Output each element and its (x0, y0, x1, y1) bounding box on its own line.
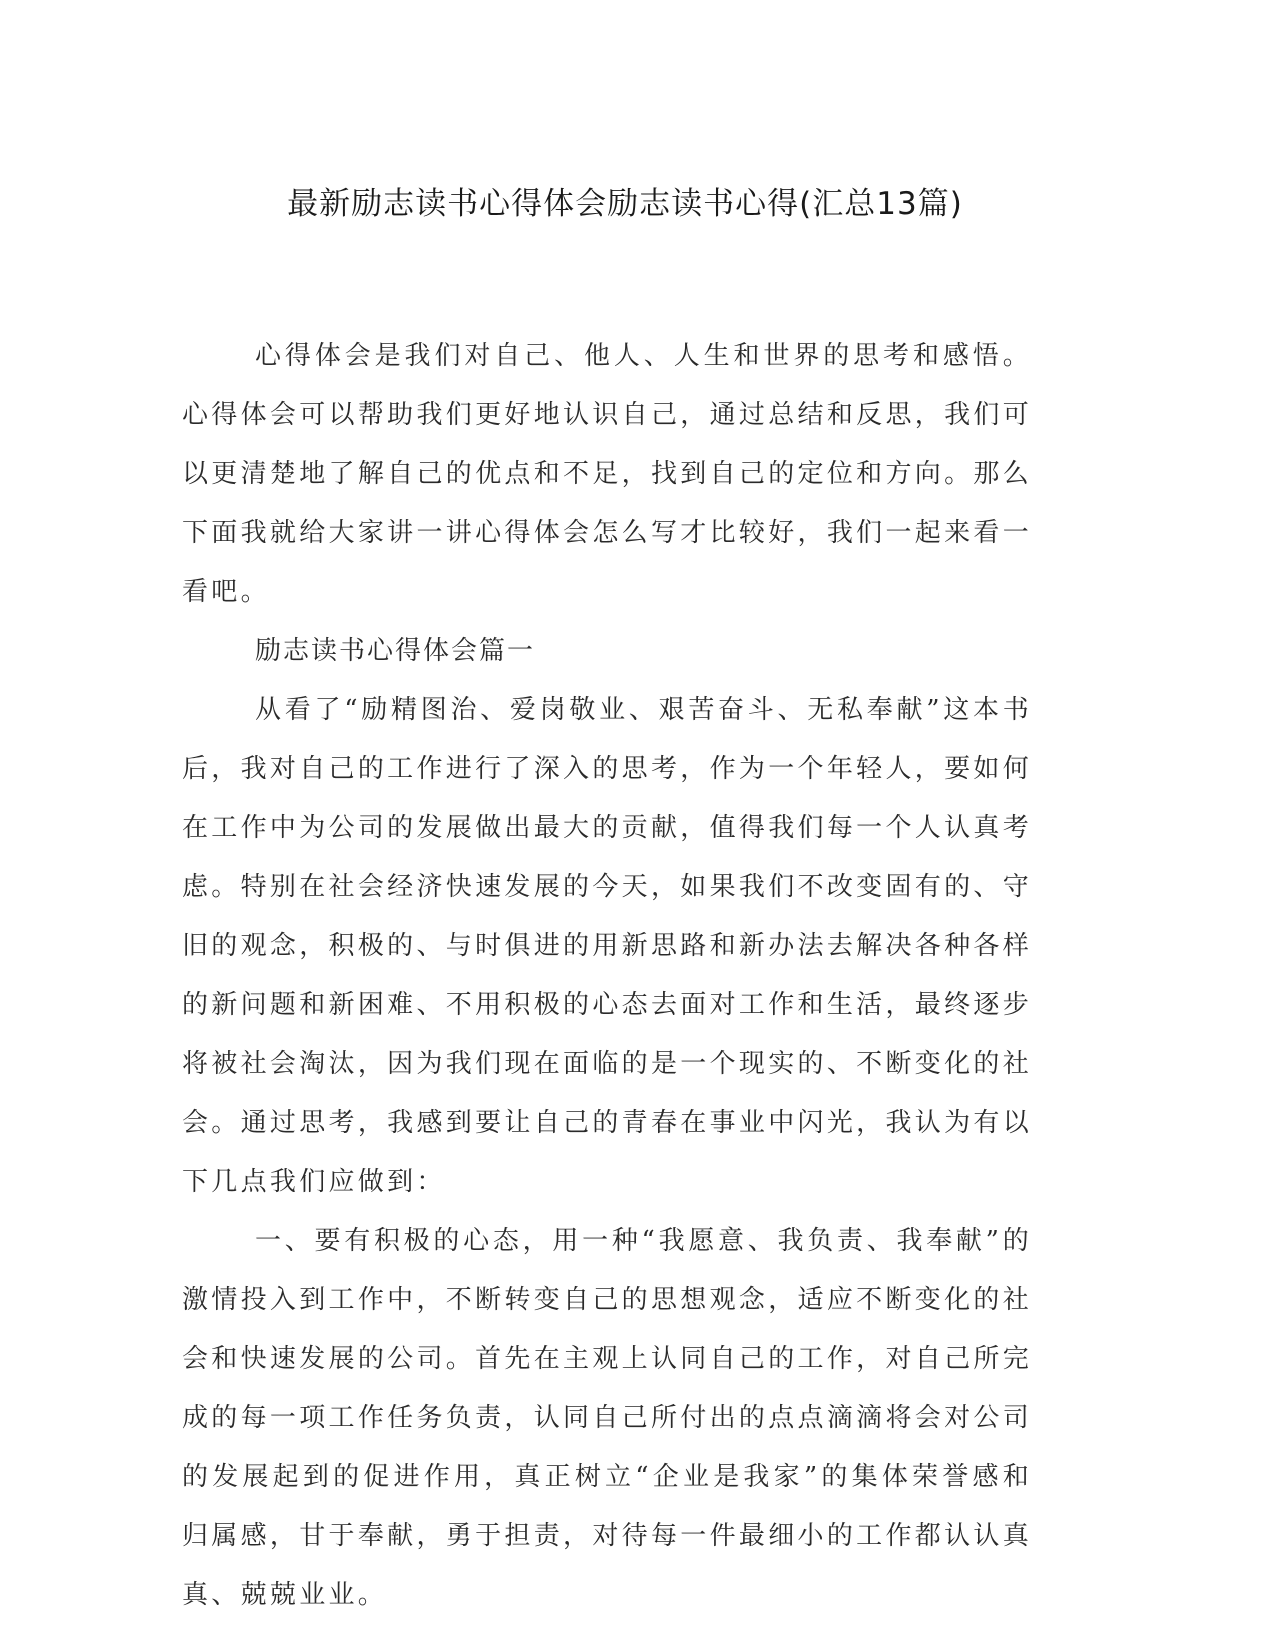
body-paragraph: 从看了“励精图治、爱岗敬业、艰苦奋斗、无私奉献”这本书后，我对自己的工作进行了深入的思考，作为一个年轻人，要如何在工作中为公司的发展做出最大的贡献，值得我们每一个人认真考虑。特别在社会经济快速发展的今天，如果我们不改变固有的、守旧的观念，积极的、与时俱进的用新思路和新办法去解决各种各样的新问题和新困难、不用积极的心态去面对工作和生活，最终逐步将被社会淘汰，因为我们现在面临的是一个现实的、不断变化的社会。通过思考，我感到要让自己的青春在事业中闪光，我认为有以下几点我们应做到： (182, 695, 1032, 1197)
document-body (182, 327, 1032, 1625)
intro-paragraph: 心得体会是我们对自己、他人、人生和世界的思考和感悟。心得体会可以帮助我们更好地认识自己，通过总结和反思，我们可以更清楚地了解自己的优点和不足，找到自己的定位和方向。那么下面我就给大家讲一讲心得体会怎么写才比较好，我们一起来看一看吧。 (182, 341, 1032, 607)
body-paragraph: 一、要有积极的心态，用一种“我愿意、我负责、我奉献”的激情投入到工作中，不断转变自己的思想观念，适应不断变化的社会和快速发展的公司。首先在主观上认同自己的工作，对自己所完成的每一项工作任务负责，认同自己所付出的点点滴滴将会对公司的发展起到的促进作用，真正树立“企业是我家”的集体荣誉感和归属感，甘于奉献，勇于担责，对待每一件最细小的工作都认认真真、兢兢业业。 (182, 1226, 1032, 1610)
section-heading: 励志读书心得体会篇一 (255, 636, 536, 666)
document-title: 最新励志读书心得体会励志读书心得(汇总13篇) (287, 186, 963, 222)
